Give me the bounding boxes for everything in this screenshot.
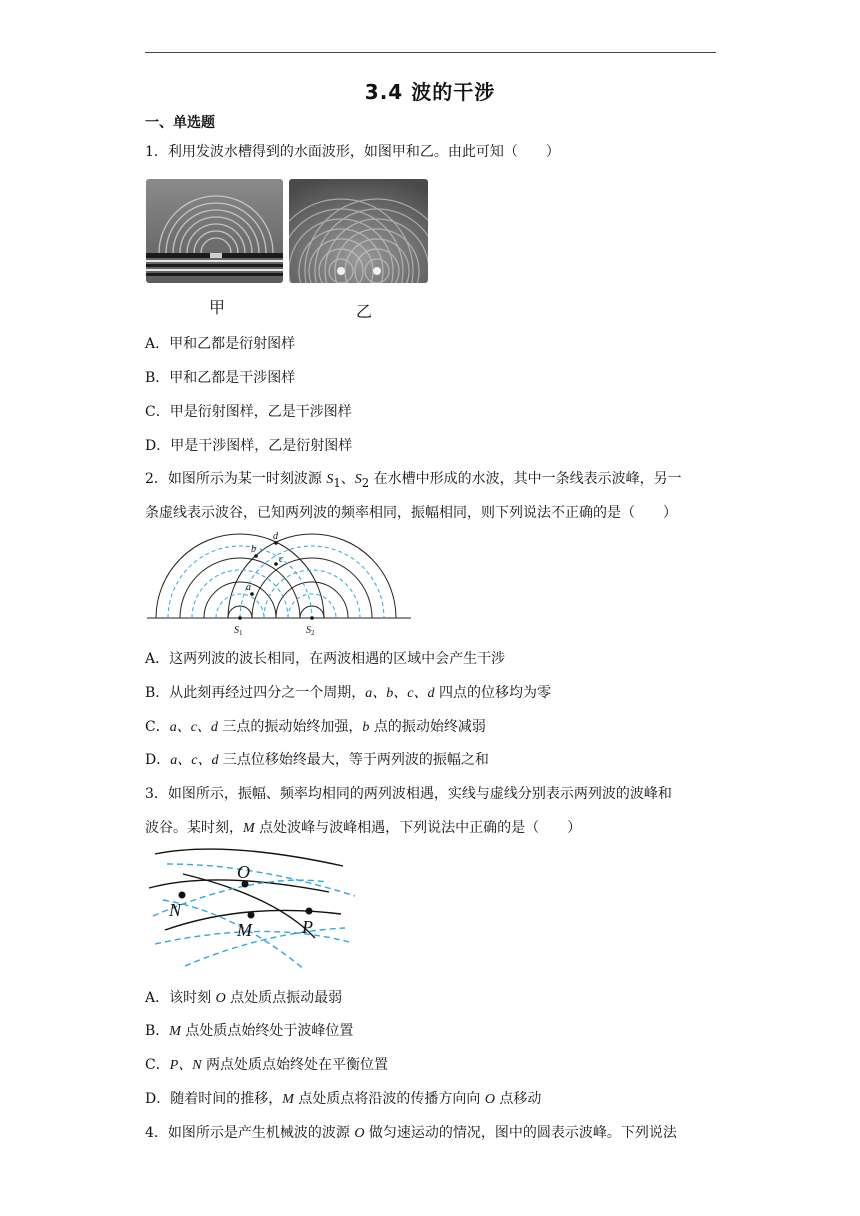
wave-crossing-figure [145,842,360,977]
wave-interference-figure [145,528,415,640]
caption-jia: 甲 [209,298,226,317]
q2-stem-line1: 2．如图所示为某一时刻波源 $S_1$、$S_2$ 在水槽中形成的水波，其中一条线表示波峰，另一 [145,471,682,490]
point-o-label: O [237,862,250,882]
q3-stem-line2: 波谷。某时刻，M 点处波峰与波峰相遇，下列说法中正确的是（ ） [145,820,582,836]
q2-option-a: A．这两列波的波长相同，在两波相遇的区域中会产生干涉 [145,651,506,667]
q1-stem: 1．利用发波水槽得到的水面波形，如图甲和乙。由此可知（ ） [145,144,560,160]
q3-stem-line1: 3．如图所示，振幅、频率均相同的两列波相遇，实线与虚线分别表示两列波的波峰和 [145,786,672,802]
point-m-label: M [237,920,252,940]
diffraction-photo [146,179,283,283]
point-d-label: d [273,531,278,542]
page-title: 3.4 波的干涉 [364,80,496,104]
q2-option-b: B．从此刻再经过四分之一个周期，a、b、c、d 四点的位移均为零 [145,685,551,701]
q1-option-a: A．甲和乙都是衍射图样 [145,336,296,352]
point-p-label: P [302,917,313,937]
caption-yi: 乙 [356,302,373,321]
source-s1-label: $S_1$ [234,625,243,637]
source-s2-label: $S_2$ [306,625,315,637]
q4-stem: 4．如图所示是产生机械波的波源 O 做匀速运动的情况，图中的圆表示波峰。下列说法 [145,1125,677,1141]
point-a-label: a [246,582,251,593]
q3-option-c: C．P、N 两点处质点始终处在平衡位置 [145,1057,389,1073]
top-rule [145,52,716,53]
q1-option-d: D．甲是干涉图样，乙是衍射图样 [145,438,353,454]
q1-option-c: C．甲是衍射图样，乙是干涉图样 [145,404,352,420]
q2-option-d: D．a、c、d 三点位移始终最大，等于两列波的振幅之和 [145,752,489,768]
q3-option-d: D．随着时间的推移，M 点处质点将沿波的传播方向向 O 点移动 [145,1091,542,1107]
q3-option-a: A．该时刻 O 点处质点振动最弱 [145,990,343,1006]
q3-option-b: B．M 点处质点始终处于波峰位置 [145,1023,354,1039]
point-n-label: N [169,900,182,920]
point-b-label: b [251,544,256,555]
q2-option-c: C．a、c、d 三点的振动始终加强，b 点的振动始终减弱 [145,719,486,735]
q2-stem-line2: 条虚线表示波谷，已知两列波的频率相同，振幅相同，则下列说法不正确的是（ ） [145,505,677,521]
point-c-label: c [279,554,284,565]
section-heading: 一、单选题 [145,115,215,131]
interference-photo [289,179,428,283]
q1-option-b: B．甲和乙都是干涉图样 [145,370,296,386]
